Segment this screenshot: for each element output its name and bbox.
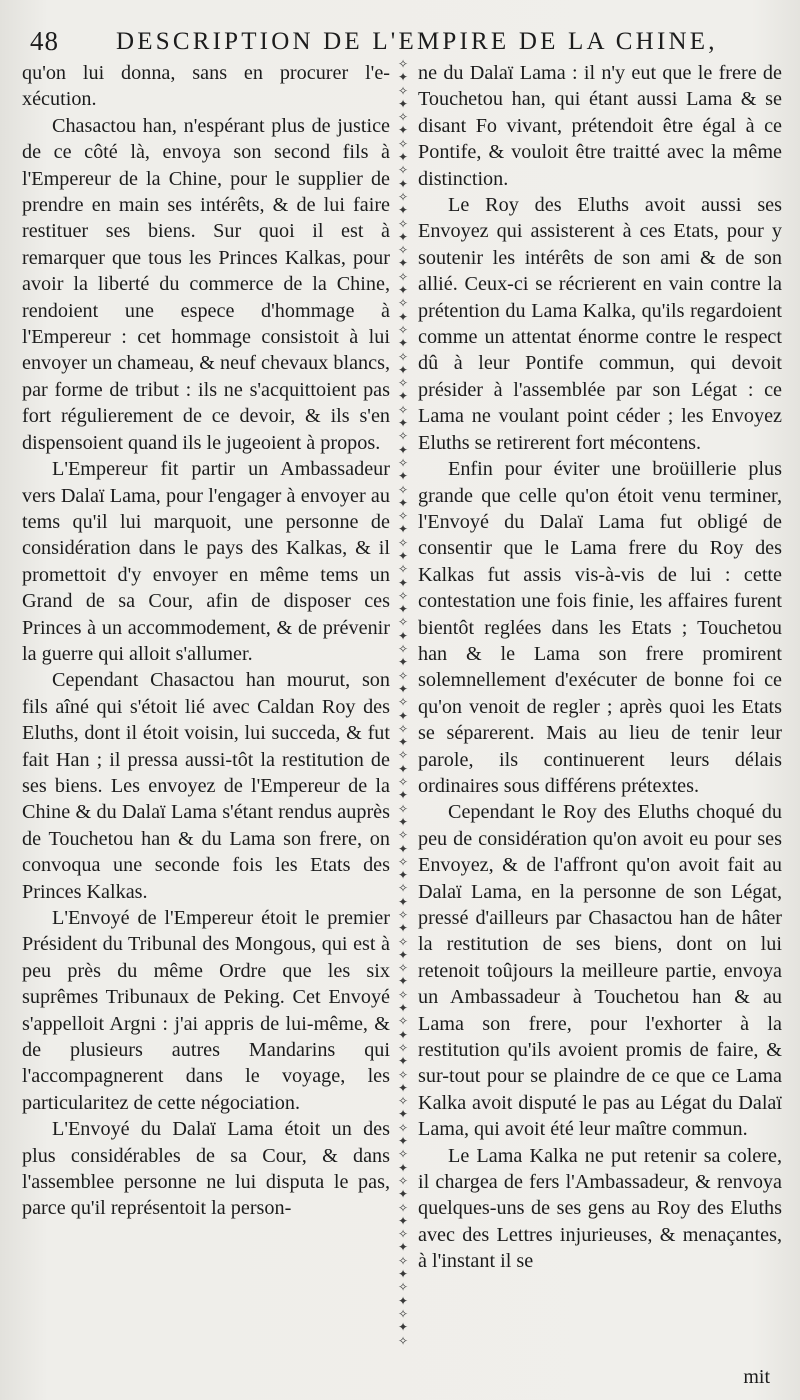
paragraph: L'Envoyé du Dalaï Lama étoit un des plus considérables de sa Cour, & dans l'assemblee personne ne lui disputa le pas, parce qu'il représentoit la person- [22,1118,390,1220]
catchword: mit [743,1366,770,1388]
page-header [30,24,770,60]
paragraph: Cependant le Roy des Eluths choqué du peu de considération qu'on avoit eu pour ses Envoyez, & de l'affront qu'on avoit fait au Dalaï Lama, en la personne de son Légat, pressé d'ailleurs par Chasactou han de hâter la restitution de ses biens, dont on lui retenoit toûjours la meilleure partie, envoya un Ambassadeur à Touchetou han & au Lama son frere, pour l'exhorter à la restitution qu'ils avoient promis de faire, & sur-tout pour se plaindre de ce que ce Lama Kalka avoit disputé le pas au Légat du Dalaï Lama, qui avoit été leur maître commun. [418,801,782,1141]
paragraph: qu'on lui donna, sans en procurer l'e-xécution. [22,62,390,111]
paragraph: Cependant Chasactou han mourut, son fils aîné qui s'étoit lié avec Caldan Roy des Eluths, dont il étoit voisin, lui succeda, & fut fait Han ; il pressa aussi-tôt la restitution de ses biens. Les envoyez de l'Empereur de la Chine & du Dalaï Lama s'étant rendus auprès de Touchetou han & du Lama son frere, on convoqua une seconde fois les Etats des Princes Kalkas. [22,669,390,903]
paragraph: ne du Dalaï Lama : il n'y eut que le frere de Touchetou han, qui étant aussi Lama & se disant Fo vivant, prétendoit être égal à ce Pontife, & vouloit être traitté avec la même distinction. [418,62,782,190]
running-title: DESCRIPTION DE L'EMPIRE DE LA CHINE, [116,28,718,55]
left-column [22,60,390,1222]
paragraph: L'Empereur fit partir un Ambassadeur vers Dalaï Lama, pour l'engager à envoyer au tems qu'il lui marquoit, une personne de considération dans le pays des Kalkas, & il promettoit d'y envoyer en même tems un Grand de sa Cour, afin de disposer ces Princes à un accommodement, & de prévenir la guerre qui alloit s'allumer. [22,458,390,665]
right-column [418,60,782,1275]
page-number: 48 [30,26,59,56]
paragraph: Le Lama Kalka ne put retenir sa colere, il chargea de fers l'Ambassadeur, & renvoya quelques-uns de ses gens au Roy des Eluths avec des Lettres injurieuses, & menaçantes, à l'instant il se [418,1144,782,1273]
ornamental-column-divider: ✧ ✦ ✧ ✦ ✧ ✦ ✧ ✦ ✧ ✦ ✧ ✦ ✧ ✦ ✧ ✦ ✧ ✦ ✧ ✦ ✧ ✦ ✧ ✦ ✧ ✦ ✧ ✦ ✧ ✦ ✧ ✦ ✧ ✦ ✧ ✦ ✧ ✦ ✧ ✦ ✧ ✦ ✧ ✦ ✧ ✦ ✧ ✦ ✧ ✦ ✧ ✦ ✧ ✦ ✧ ✦ ✧ ✦ ✧ ✦ ✧ ✦ ✧ ✦ ✧ ✦ ✧ ✦ ✧ ✦ ✧ ✦ ✧ ✦ ✧ ✦ ✧ ✦ ✧ ✦ ✧ ✦ ✧ ✦ ✧ ✦ ✧ ✦ ✧ ✦ ✧ ✦ ✧ ✦ ✧ ✦ ✧ [397,58,409,1348]
paragraph: L'Envoyé de l'Empereur étoit le premier Président du Tribunal des Mongous, qui est à peu près du même Ordre que les six suprêmes Tribunaux de Peking. Cet Envoyé s'appelloit Argni : j'ai appris de lui-même, & de plusieurs autres Mandarins qui l'accompagnerent dans le voyage, les particularitez de cette négociation. [22,907,390,1114]
paragraph: Chasactou han, n'espérant plus de justice de ce côté là, envoya son second fils à l'Empereur de la Chine, pour le supplier de prendre en main ses intérêts, & de lui faire restituer ses biens. Sur quoi il est à remarquer que tous les Princes Kalkas, pour avoir la liberté du commerce de la Chine, rendoient une espece d'hommage à l'Empereur : cet hommage consistoit à lui envoyer un chameau, & neuf chevaux blancs, par forme de tribut : ils ne s'acquittoient pas fort régulierement de ce devoir, & ils s'en dispensoient quand ils le jugeoient à propos. [22,114,390,454]
paragraph: Le Roy des Eluths avoit aussi ses Envoyez qui assisterent à ces Etats, pour y soutenir les intérêts de son ami & de son allié. Ceux-ci se récrierent en vain contre la prétention du Lama Kalka, qu'ils regardoient comme un attentat énorme contre le respect dû à leur Pontife commun, qui devoit présider à l'assemblée par son Légat : ce Lama ne voulant point céder ; les Envoyez Eluths se retirerent fort mécontens. [418,194,782,454]
paragraph: Enfin pour éviter une broüillerie plus grande que celle qu'on étoit venu terminer, l'Envoyé du Dalaï Lama fut obligé de consentir que le Lama frere du Roy des Kalkas fut assis vis-à-vis de lui : cette contestation une fois finie, les affaires furent bientôt reglées dans les Etats ; Touchetou han & le Lama son frere promirent solemnellement d'exécuter de bonne foi ce qu'on venoit de regler ; après quoi les Etats se séparerent. Mais au lieu de tenir leur parole, ils continuerent leurs délais ordinaires sous différens prétextes. [418,458,782,797]
